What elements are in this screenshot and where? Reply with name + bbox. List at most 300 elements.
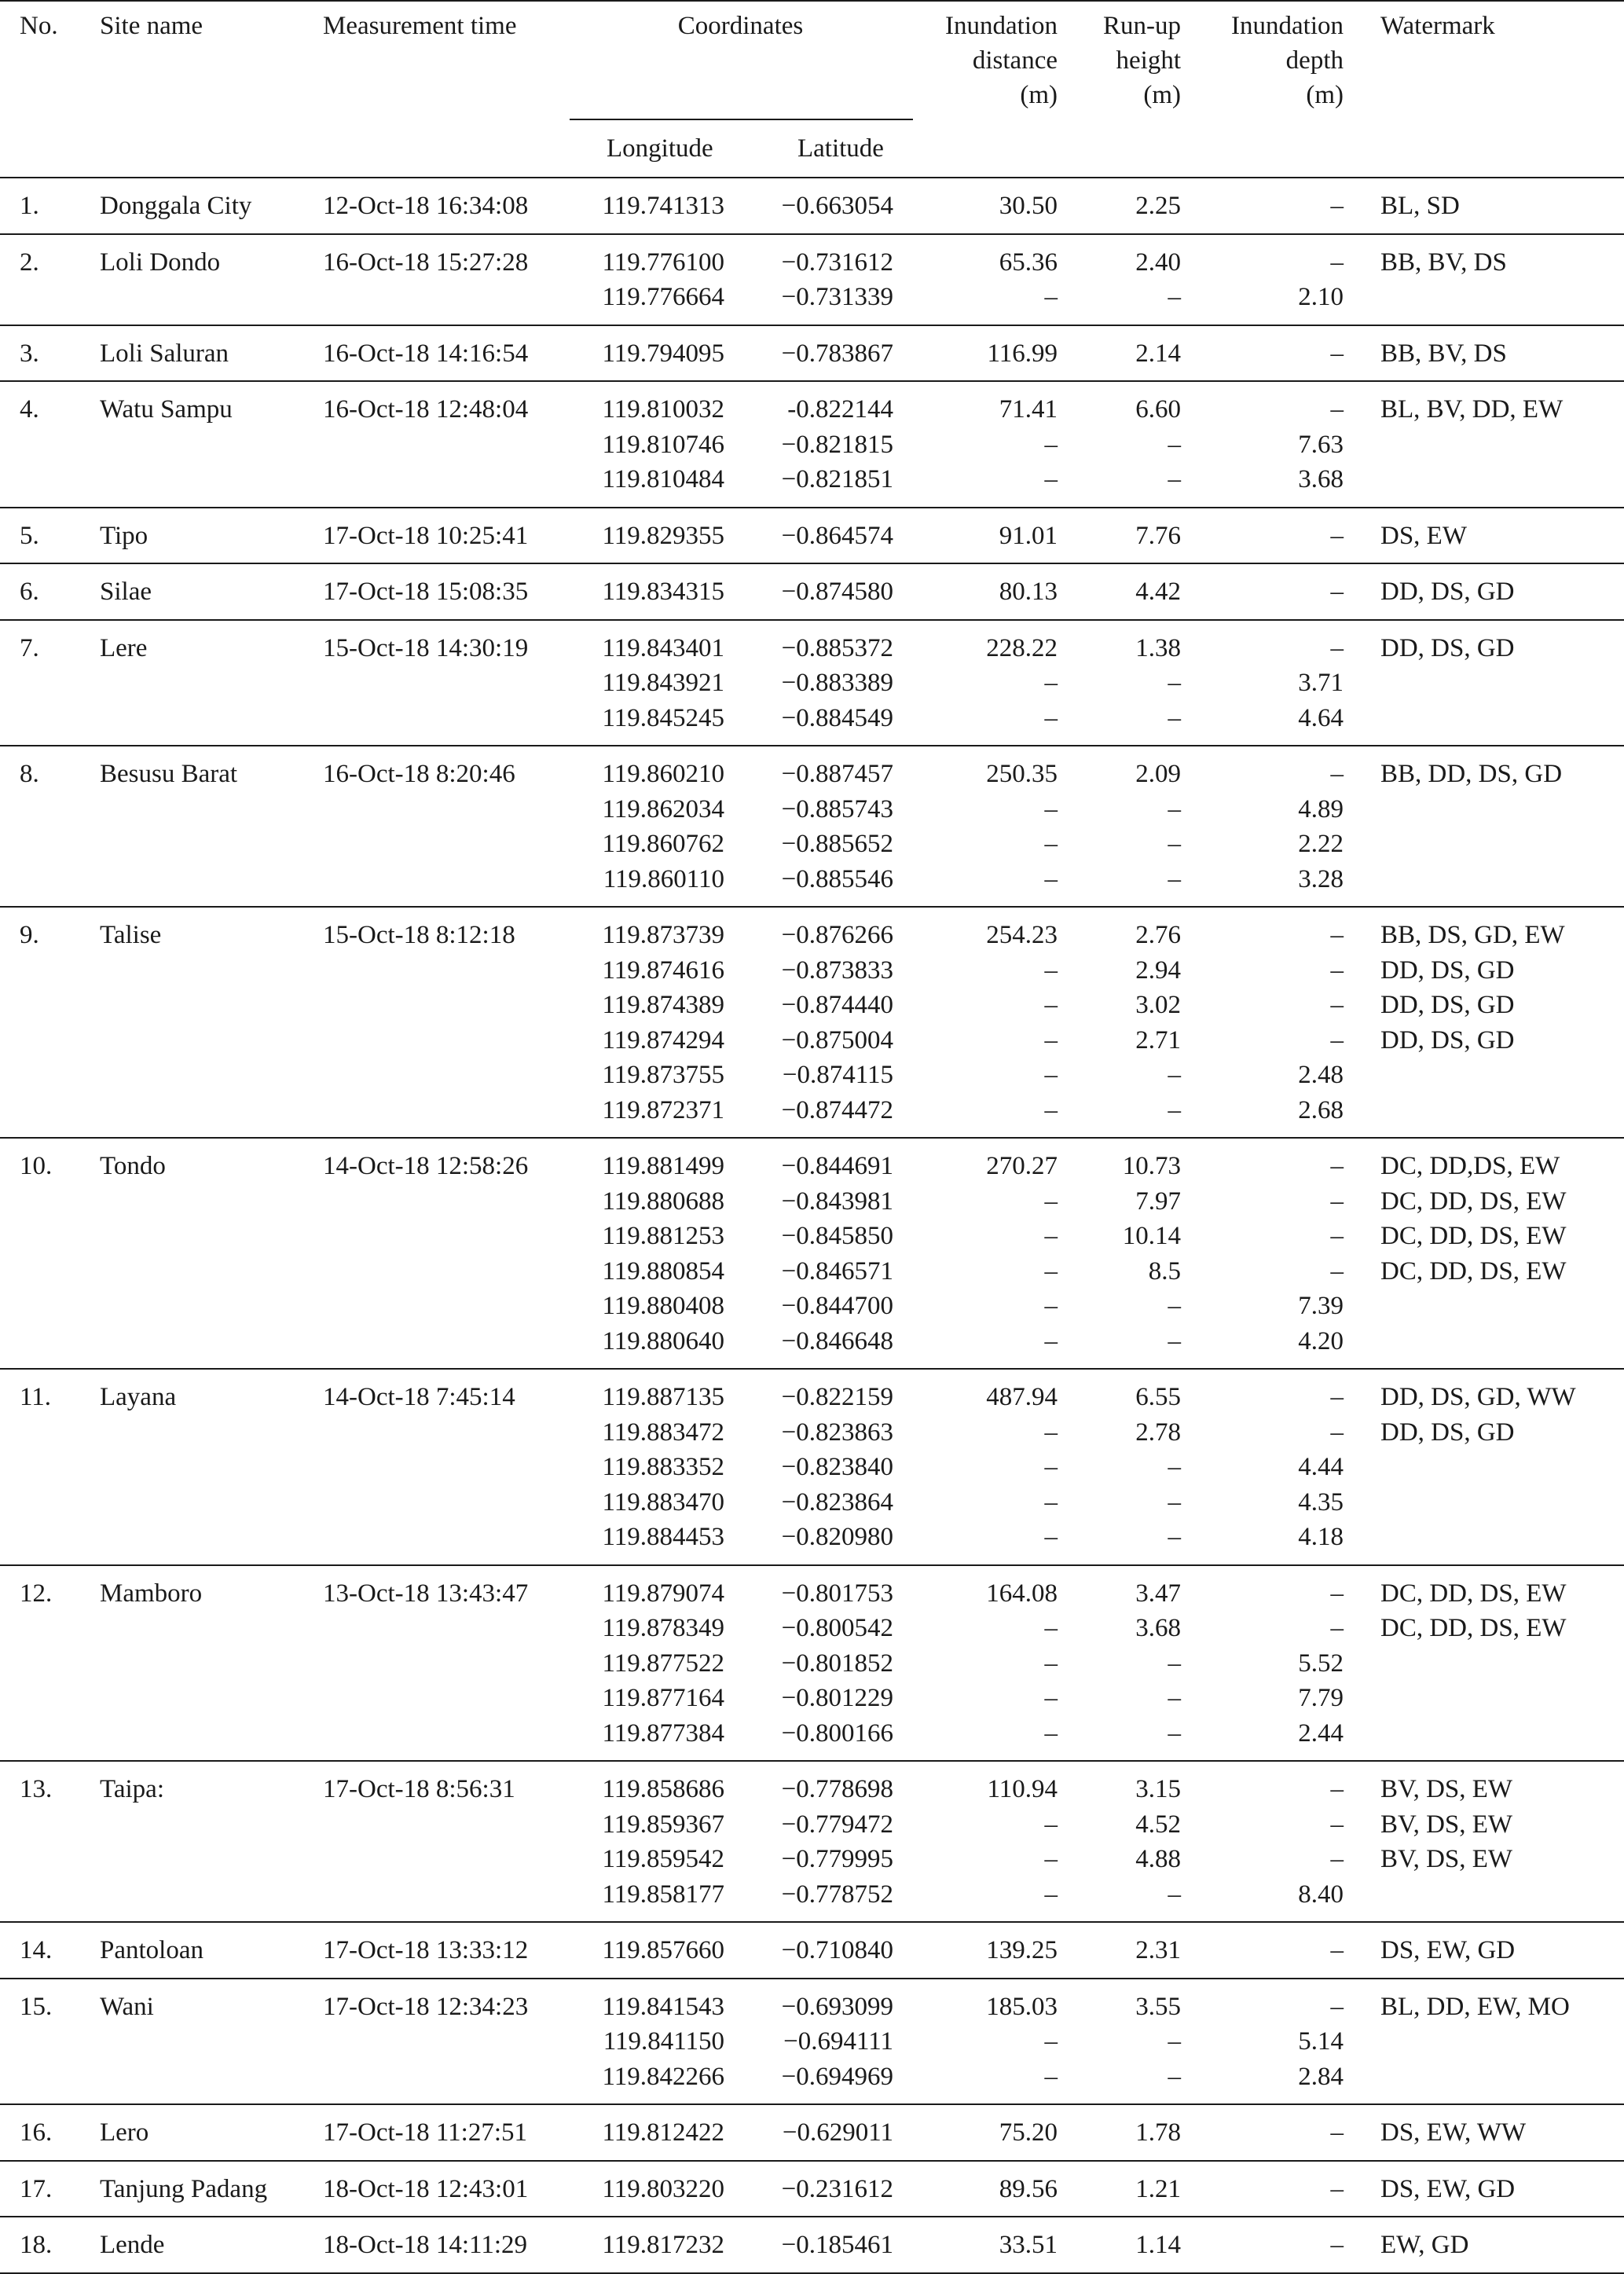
inundation-depth-cell: – [1330,1845,1344,1873]
inundation-distance-cell: – [1044,1487,1058,1517]
runup-height-cell: 1.38 [1135,633,1181,662]
latitude-cell: −0.821851 [781,465,893,493]
inundation-depth-cell: – [1330,760,1344,788]
longitude-cell: 119.810746 [602,430,724,459]
inundation-distance-cell: 116.99 [987,339,1058,368]
runup-height-cell: 6.55 [1135,1383,1181,1411]
runup-height-cell: 2.31 [1135,1936,1181,1964]
row-number: 15. [20,1992,53,2021]
inundation-distance-cell: 80.13 [999,578,1058,606]
inundation-distance-cell: 65.36 [999,248,1058,277]
longitude-cell: 119.880640 [602,1326,724,1355]
watermark-cell: DC, DD, DS, EW [1380,1256,1567,1286]
runup-height-cell: – [1168,1453,1181,1481]
latitude-cell: −0.823864 [781,1487,893,1517]
inundation-depth-cell: 4.64 [1298,703,1344,732]
row-divider [0,233,1624,235]
inundation-depth-cell: – [1330,395,1344,424]
inundation-distance-cell: – [1044,1222,1058,1250]
runup-height-cell: – [1168,864,1181,893]
inundation-distance-cell: – [1044,703,1058,732]
measurement-time: 17-Oct-18 10:25:41 [323,521,529,550]
site-name: Tipo [100,521,148,550]
inundation-depth-cell: – [1330,1810,1344,1839]
latitude-cell: −0.873833 [781,955,893,985]
runup-height-cell: 3.47 [1135,1579,1181,1608]
inundation-distance-cell: – [1044,1649,1058,1678]
inundation-distance-cell: 487.94 [986,1383,1058,1411]
watermark-cell: DC, DD, DS, EW [1380,1579,1567,1608]
site-name: Tondo [100,1152,166,1180]
longitude-cell: 119.881499 [602,1152,724,1180]
longitude-cell: 119.858177 [602,1880,724,1909]
watermark-cell: BB, DS, GD, EW [1380,921,1565,949]
row-divider [0,1978,1624,1979]
longitude-cell: 119.741313 [602,192,724,220]
inundation-distance-cell: 139.25 [986,1936,1058,1964]
inundation-depth-cell: 4.35 [1298,1487,1344,1517]
inundation-distance-cell: 185.03 [986,1992,1058,2021]
latitude-cell: −0.823863 [781,1418,893,1447]
latitude-cell: −0.801753 [781,1579,893,1608]
inundation-distance-cell: – [1044,1187,1058,1216]
inundation-depth-cell: – [1330,1418,1344,1447]
inundation-depth-cell: – [1330,633,1344,662]
row-divider [0,325,1624,326]
row-number: 2. [20,248,39,277]
inundation-distance-cell: 164.08 [986,1579,1058,1608]
longitude-cell: 119.817232 [602,2231,724,2259]
header-inundation-depth-1: Inundation [1231,12,1344,40]
longitude-cell: 119.859542 [602,1845,724,1873]
inundation-depth-cell: – [1330,1775,1344,1803]
runup-height-cell: – [1168,830,1181,858]
longitude-cell: 119.874616 [602,955,724,985]
runup-height-cell: – [1168,1718,1181,1748]
latitude-cell: −0.885652 [781,830,893,858]
inundation-depth-cell: – [1330,339,1344,368]
watermark-cell: DD, DS, GD [1380,1025,1515,1054]
measurement-time: 17-Oct-18 11:27:51 [323,2118,527,2147]
longitude-cell: 119.857660 [602,1936,724,1964]
row-number: 6. [20,578,39,606]
latitude-cell: −0.874440 [781,991,893,1019]
watermark-cell: BB, DD, DS, GD [1380,760,1563,788]
longitude-cell: 119.842266 [602,2062,724,2091]
longitude-cell: 119.843921 [602,669,724,697]
latitude-cell: −0.820980 [781,1523,893,1551]
runup-height-cell: 2.25 [1135,192,1181,220]
inundation-depth-cell: – [1330,1579,1344,1608]
runup-height-cell: – [1168,1684,1181,1712]
site-name: Watu Sampu [100,395,233,424]
latitude-cell: −0.231612 [781,2174,893,2203]
runup-height-cell: 7.97 [1135,1187,1181,1216]
runup-height-cell: 1.78 [1135,2118,1181,2147]
inundation-distance-cell: – [1044,430,1058,459]
inundation-distance-cell: – [1044,1845,1058,1873]
inundation-distance-cell: – [1044,1810,1058,1839]
latitude-cell: −0.875004 [781,1025,893,1054]
latitude-cell: −0.629011 [782,2118,893,2147]
longitude-cell: 119.776664 [602,283,724,311]
inundation-depth-cell: – [1330,1222,1344,1250]
watermark-cell: BV, DS, EW [1380,1810,1513,1839]
watermark-cell: DS, EW, GD [1380,1936,1516,1964]
inundation-depth-cell: 2.22 [1298,830,1344,858]
latitude-cell: −0.779472 [781,1810,893,1839]
watermark-cell: DC, DD, DS, EW [1380,1187,1567,1216]
runup-height-cell: 2.94 [1135,955,1181,985]
longitude-cell: 119.883472 [602,1418,724,1447]
longitude-cell: 119.803220 [602,2174,724,2203]
header-coordinates: Coordinates [677,12,804,40]
row-divider [0,745,1624,746]
row-number: 3. [20,339,39,368]
site-name: Donggala City [100,192,252,220]
runup-height-cell: 10.73 [1122,1152,1181,1180]
longitude-cell: 119.878349 [602,1614,724,1642]
row-number: 1. [20,192,39,220]
site-name: Talise [100,921,162,949]
inundation-depth-cell: – [1330,921,1344,949]
header-inundation-depth-3: (m) [1306,81,1344,109]
inundation-distance-cell: – [1044,1061,1058,1089]
runup-height-cell: 6.60 [1135,395,1181,424]
inundation-depth-cell: 2.48 [1298,1061,1344,1089]
latitude-cell: −0.783867 [781,339,893,368]
inundation-depth-cell: – [1330,1256,1344,1286]
runup-height-cell: 3.68 [1135,1614,1181,1642]
runup-height-cell: 4.42 [1135,578,1181,606]
inundation-distance-cell: – [1044,1095,1058,1124]
inundation-distance-cell: – [1044,955,1058,985]
site-name: Lero [100,2118,149,2147]
inundation-depth-cell: 3.68 [1298,465,1344,493]
inundation-distance-cell: 75.20 [999,2118,1058,2147]
runup-height-cell: – [1168,2062,1181,2091]
inundation-distance-cell: 228.22 [986,633,1058,662]
row-divider [0,906,1624,908]
measurement-time: 17-Oct-18 8:56:31 [323,1775,515,1803]
watermark-cell: DC, DD,DS, EW [1380,1152,1560,1180]
inundation-distance-cell: 89.56 [999,2174,1058,2203]
inundation-distance-cell: – [1044,1326,1058,1355]
longitude-cell: 119.862034 [602,794,724,823]
latitude-cell: −0.845850 [781,1222,893,1250]
longitude-cell: 119.874389 [602,991,724,1019]
longitude-cell: 119.877164 [602,1684,724,1712]
inundation-distance-cell: – [1044,2027,1058,2056]
runup-height-cell: – [1168,1487,1181,1517]
runup-height-cell: – [1168,669,1181,697]
runup-height-cell: 3.15 [1135,1775,1181,1803]
runup-height-cell: – [1168,1292,1181,1320]
row-number: 14. [20,1936,53,1964]
longitude-cell: 119.860110 [603,864,724,893]
longitude-cell: 119.884453 [602,1523,724,1551]
inundation-depth-cell: – [1330,955,1344,985]
watermark-cell: DD, DS, GD [1380,1418,1515,1447]
inundation-distance-cell: – [1044,991,1058,1019]
row-number: 16. [20,2118,53,2147]
watermark-cell: BV, DS, EW [1380,1775,1513,1803]
inundation-depth-cell: 3.28 [1298,864,1344,893]
latitude-cell: −0.800542 [781,1614,893,1642]
row-divider [0,1564,1624,1566]
runup-height-cell: – [1168,1326,1181,1355]
runup-height-cell: 2.71 [1135,1025,1181,1054]
latitude-cell: −0.801229 [781,1684,893,1712]
inundation-depth-cell: – [1330,1614,1344,1642]
runup-height-cell: – [1168,703,1181,732]
header-site-name: Site name [100,12,203,40]
watermark-cell: BB, BV, DS [1380,339,1507,368]
watermark-cell: DD, DS, GD [1380,991,1515,1019]
longitude-cell: 119.860762 [602,830,724,858]
runup-height-cell: – [1168,465,1181,493]
measurement-time: 16-Oct-18 12:48:04 [323,395,529,424]
longitude-cell: 119.859367 [602,1810,724,1839]
measurement-time: 12-Oct-18 16:34:08 [323,192,529,220]
inundation-distance-cell: – [1044,1523,1058,1551]
longitude-cell: 119.877384 [602,1718,724,1748]
longitude-cell: 119.873739 [602,921,724,949]
latitude-cell: −0.694111 [783,2027,893,2056]
latitude-cell: −0.821815 [781,430,893,459]
runup-height-cell: 7.76 [1135,521,1181,550]
inundation-depth-cell: – [1330,1936,1344,1964]
inundation-distance-cell: 33.51 [999,2231,1058,2259]
row-number: 11. [20,1383,52,1411]
runup-height-cell: 10.14 [1122,1222,1181,1250]
latitude-cell: −0.885372 [781,633,893,662]
measurement-time: 13-Oct-18 13:43:47 [323,1579,529,1608]
top-rule [0,0,1624,2]
inundation-depth-cell: – [1330,1152,1344,1180]
inundation-depth-cell: 4.18 [1298,1523,1344,1551]
header-watermark: Watermark [1380,12,1495,40]
site-name: Pantoloan [100,1936,203,1964]
row-number: 10. [20,1152,53,1180]
latitude-cell: −0.663054 [781,192,893,220]
inundation-depth-cell: 7.79 [1298,1684,1344,1712]
row-divider [0,1137,1624,1139]
longitude-cell: 119.794095 [602,339,724,368]
latitude-cell: −0.823840 [781,1453,893,1481]
header-longitude: Longitude [607,134,713,163]
inundation-distance-cell: 250.35 [986,760,1058,788]
latitude-cell: −0.846648 [781,1326,893,1355]
inundation-depth-cell: – [1330,192,1344,220]
runup-height-cell: – [1168,1880,1181,1909]
latitude-cell: −0.801852 [781,1649,893,1678]
longitude-cell: 119.841543 [602,1992,724,2021]
inundation-depth-cell: – [1330,1187,1344,1216]
watermark-cell: DD, DS, GD, WW [1380,1383,1576,1411]
row-number: 18. [20,2231,53,2259]
latitude-cell: −0.876266 [781,921,893,949]
measurement-time: 14-Oct-18 7:45:14 [323,1383,515,1411]
watermark-cell: DC, DD, DS, EW [1380,1614,1567,1642]
runup-height-cell: 3.02 [1135,991,1181,1019]
runup-height-cell: – [1168,430,1181,459]
inundation-depth-cell: 3.71 [1298,669,1344,697]
longitude-cell: 119.858686 [602,1775,724,1803]
row-number: 7. [20,633,39,662]
inundation-distance-cell: – [1044,2062,1058,2091]
site-name: Lende [100,2231,165,2259]
longitude-cell: 119.883470 [602,1487,724,1517]
site-name: Wani [100,1992,154,2021]
inundation-depth-cell: 5.14 [1298,2027,1344,2056]
coordinates-rule [570,119,913,120]
runup-height-cell: – [1168,1061,1181,1089]
inundation-depth-cell: – [1330,1992,1344,2021]
inundation-distance-cell: 270.27 [986,1152,1058,1180]
inundation-depth-cell: – [1330,2118,1344,2147]
watermark-cell: DD, DS, GD [1380,955,1515,985]
header-no: No. [20,12,58,40]
latitude-cell: −0.844691 [781,1152,893,1180]
site-name: Loli Saluran [100,339,229,368]
inundation-depth-cell: 8.40 [1298,1880,1344,1909]
inundation-depth-cell: – [1330,248,1344,277]
inundation-distance-cell: – [1044,794,1058,823]
measurement-time: 18-Oct-18 12:43:01 [323,2174,529,2203]
header-inundation-distance-3: (m) [1020,81,1058,109]
latitude-cell: −0.884549 [781,703,893,732]
row-number: 9. [20,921,39,949]
watermark-cell: BB, BV, DS [1380,248,1507,277]
row-divider [0,380,1624,382]
measurement-time: 15-Oct-18 14:30:19 [323,633,529,662]
inundation-distance-cell: – [1044,1453,1058,1481]
latitude-cell: −0.874472 [781,1095,893,1124]
inundation-distance-cell: – [1044,1418,1058,1447]
longitude-cell: 119.883352 [602,1453,724,1481]
longitude-cell: 119.880854 [602,1256,724,1286]
site-name: Layana [100,1383,177,1411]
row-divider [0,1368,1624,1370]
inundation-depth-cell: – [1330,2231,1344,2259]
row-divider [0,563,1624,564]
inundation-distance-cell: 91.01 [999,521,1058,550]
site-name: Taipa: [100,1775,164,1803]
row-number: 13. [20,1775,53,1803]
longitude-cell: 119.860210 [602,760,724,788]
watermark-cell: DD, DS, GD [1380,633,1515,662]
watermark-cell: DD, DS, GD [1380,578,1515,606]
watermark-cell: DS, EW, WW [1380,2118,1527,2147]
longitude-cell: 119.887135 [602,1383,724,1411]
watermark-cell: DS, EW [1380,521,1467,550]
latitude-cell: −0.800166 [781,1718,893,1748]
latitude-cell: −0.693099 [781,1992,893,2021]
inundation-distance-cell: – [1044,1025,1058,1054]
longitude-cell: 119.841150 [603,2027,724,2056]
row-divider [0,1760,1624,1762]
latitude-cell: −0.885743 [781,794,893,823]
header-latitude: Latitude [797,134,884,163]
header-runup-height-2: height [1116,46,1181,75]
measurement-time: 17-Oct-18 12:34:23 [323,1992,529,2021]
inundation-distance-cell: – [1044,283,1058,311]
longitude-cell: 119.810484 [602,465,724,493]
longitude-cell: 119.829355 [602,521,724,550]
latitude-cell: -0.822144 [787,395,893,424]
watermark-cell: DC, DD, DS, EW [1380,1222,1567,1250]
inundation-depth-cell: 7.63 [1298,430,1344,459]
longitude-cell: 119.812422 [602,2118,724,2147]
inundation-distance-cell: 254.23 [986,921,1058,949]
inundation-depth-cell: 4.89 [1298,794,1344,823]
row-divider [0,2160,1624,2162]
longitude-cell: 119.810032 [602,395,724,424]
latitude-cell: −0.844700 [781,1292,893,1320]
watermark-cell: BL, BV, DD, EW [1380,395,1564,424]
row-number: 12. [20,1579,53,1608]
inundation-depth-cell: – [1330,578,1344,606]
longitude-cell: 119.873755 [602,1061,724,1089]
inundation-depth-cell: – [1330,1383,1344,1411]
measurement-time: 16-Oct-18 14:16:54 [323,339,529,368]
measurement-time: 14-Oct-18 12:58:26 [323,1152,529,1180]
runup-height-cell: 2.09 [1135,760,1181,788]
runup-height-cell: 1.21 [1135,2174,1181,2203]
latitude-cell: −0.694969 [781,2062,893,2091]
inundation-depth-cell: 4.20 [1298,1326,1344,1355]
latitude-cell: −0.864574 [781,521,893,550]
latitude-cell: −0.885546 [781,864,893,893]
longitude-cell: 119.881253 [602,1222,724,1250]
latitude-cell: −0.710840 [781,1936,893,1964]
inundation-distance-cell: – [1044,864,1058,893]
inundation-depth-cell: 7.39 [1298,1292,1344,1320]
header-runup-height-1: Run-up [1103,12,1181,40]
longitude-cell: 119.877522 [602,1649,724,1678]
measurement-time: 15-Oct-18 8:12:18 [323,921,515,949]
inundation-distance-cell: – [1044,669,1058,697]
latitude-cell: −0.778752 [781,1880,893,1909]
row-divider [0,2103,1624,2105]
watermark-cell: EW, GD [1380,2231,1469,2259]
longitude-cell: 119.776100 [602,248,724,277]
inundation-distance-cell: – [1044,1718,1058,1748]
longitude-cell: 119.879074 [602,1579,724,1608]
site-name: Loli Dondo [100,248,221,277]
longitude-cell: 119.834315 [602,578,724,606]
longitude-cell: 119.880408 [602,1292,724,1320]
site-name: Mamboro [100,1579,203,1608]
runup-height-cell: – [1168,794,1181,823]
row-number: 17. [20,2174,53,2203]
header-inundation-distance-2: distance [972,46,1058,75]
inundation-depth-cell: 4.44 [1298,1453,1344,1481]
inundation-depth-cell: 2.44 [1298,1718,1344,1748]
site-name: Lere [100,633,148,662]
runup-height-cell: – [1168,2027,1181,2056]
latitude-cell: −0.887457 [781,760,893,788]
runup-height-cell: 1.14 [1135,2231,1181,2259]
inundation-depth-cell: – [1330,1025,1344,1054]
runup-height-cell: 2.78 [1135,1418,1181,1447]
watermark-cell: BL, DD, EW, MO [1380,1992,1570,2021]
inundation-distance-cell: – [1044,1256,1058,1286]
latitude-cell: −0.731612 [781,248,893,277]
inundation-distance-cell: – [1044,830,1058,858]
runup-height-cell: – [1168,1095,1181,1124]
